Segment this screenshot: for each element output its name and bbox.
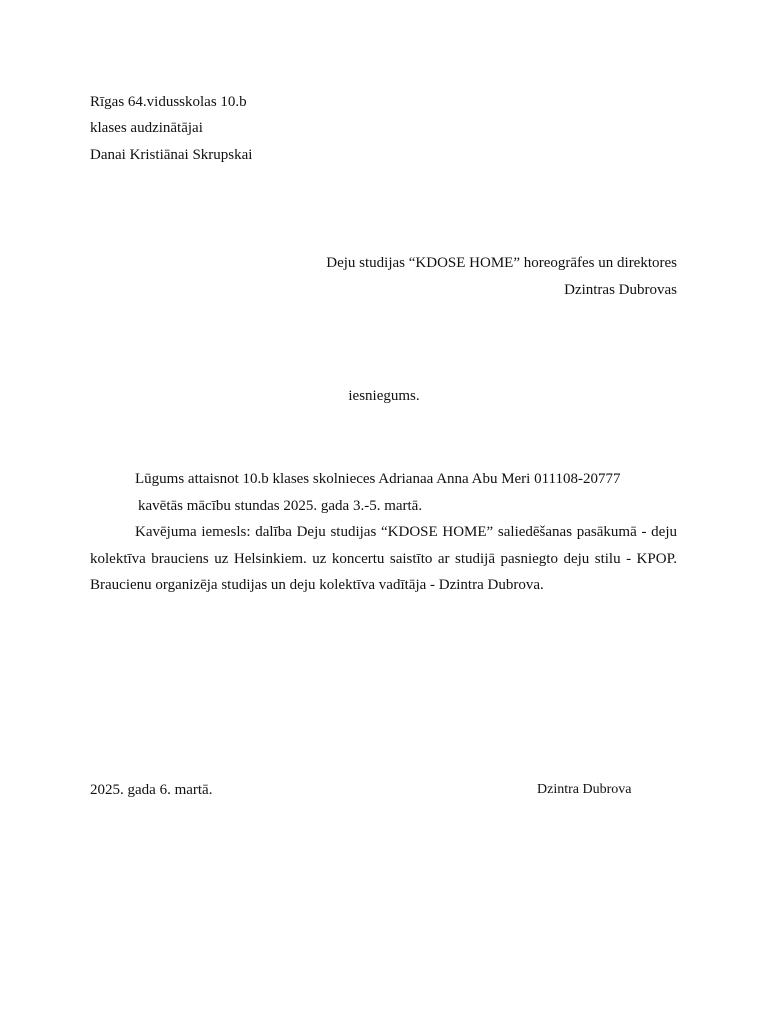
recipient-line-role: klases audzinātājai xyxy=(90,120,203,136)
document-title: iesniegums. xyxy=(348,388,420,404)
document-date: 2025. gada 6. martā. xyxy=(90,782,213,798)
document-body xyxy=(90,466,677,599)
recipient-line-name: Danai Kristiānai Skrupskai xyxy=(90,147,253,163)
body-paragraph-reason: Kavējuma iemesls: dalība Deju studijas “KDOSE HOME” saliedēšanas pasākumā - deju kolektīva brauciens uz Helsinkiem. uz koncertu saistīto ar studijā pasniegto deju stilu - KPOP. Braucienu organizēja studijas un deju kolektīva vadītāja - Dzintra Dubrova. xyxy=(90,524,677,594)
recipient-line-school: Rīgas 64.vidusskolas 10.b xyxy=(90,94,247,110)
body-paragraph-request: Lūgums attaisnot 10.b klases skolnieces Adrianaa Anna Abu Meri 011108-20777 xyxy=(135,471,621,487)
sender-line-name: Dzintras Dubrovas xyxy=(564,282,677,298)
body-paragraph-dates: kavētās mācību stundas 2025. gada 3.-5. martā. xyxy=(138,497,423,514)
signature-name: Dzintra Dubrova xyxy=(537,782,632,797)
sender-line-organization: Deju studijas “KDOSE HOME” horeogrāfes un direktores xyxy=(326,255,677,271)
